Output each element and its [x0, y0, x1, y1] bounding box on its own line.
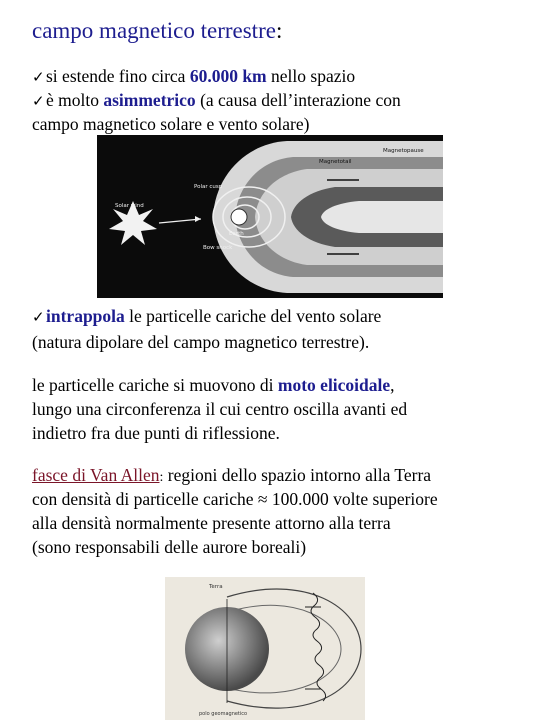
page-title: campo magnetico terrestre:: [32, 18, 283, 43]
label-earth: Earth: [229, 231, 244, 237]
check-icon: ✓: [32, 68, 45, 86]
label-bow-shock: Bow shock: [203, 245, 233, 251]
label-terra: Terra: [209, 584, 223, 590]
bullet-trap: ✓intrappola le particelle cariche del vento solare: [32, 304, 381, 329]
check-icon: ✓: [32, 92, 45, 110]
para-vanallen-line1: fasce di Van Allen: regioni dello spazio intorno alla Terra: [32, 465, 432, 485]
van-allen-diagram: [165, 577, 365, 720]
para-motion-line1: le particelle cariche si muovono di moto elicoidale,: [32, 375, 395, 395]
bullet-asymmetry-continuation: campo magnetico solare e vento solare): [32, 114, 310, 134]
magnetosphere-diagram: [97, 135, 443, 298]
para-motion-line3: indietro fra due punti di riflessione.: [32, 423, 280, 443]
bullet-trap-continuation: (natura dipolare del campo magnetico terrestre).: [32, 332, 370, 352]
para-vanallen-line2: con densità di particelle cariche ≈ 100.000 volte superiore: [32, 489, 438, 509]
label-magnetopause: Magnetopause: [383, 148, 424, 154]
label-pole: polo geomagnetico: [199, 711, 248, 717]
check-icon: ✓: [32, 308, 45, 326]
para-vanallen-line4: (sono responsabili delle aurore boreali): [32, 537, 307, 557]
label-solar-wind: Solar wind: [115, 203, 144, 209]
para-vanallen-line3: alla densità normalmente presente attorno alla terra: [32, 513, 391, 533]
bullet-extent: ✓si estende fino circa 60.000 km nello spazio: [32, 64, 355, 89]
van-allen-figure: [165, 577, 365, 720]
bullet-asymmetry: ✓è molto asimmetrico (a causa dell’interazione con: [32, 88, 401, 113]
para-motion-line2: lungo una circonferenza il cui centro oscilla avanti ed: [32, 399, 408, 419]
label-magnetotail: Magnetotail: [319, 159, 352, 165]
label-polar-cusp: Polar cusp: [194, 184, 223, 190]
magnetosphere-figure: [97, 135, 443, 298]
